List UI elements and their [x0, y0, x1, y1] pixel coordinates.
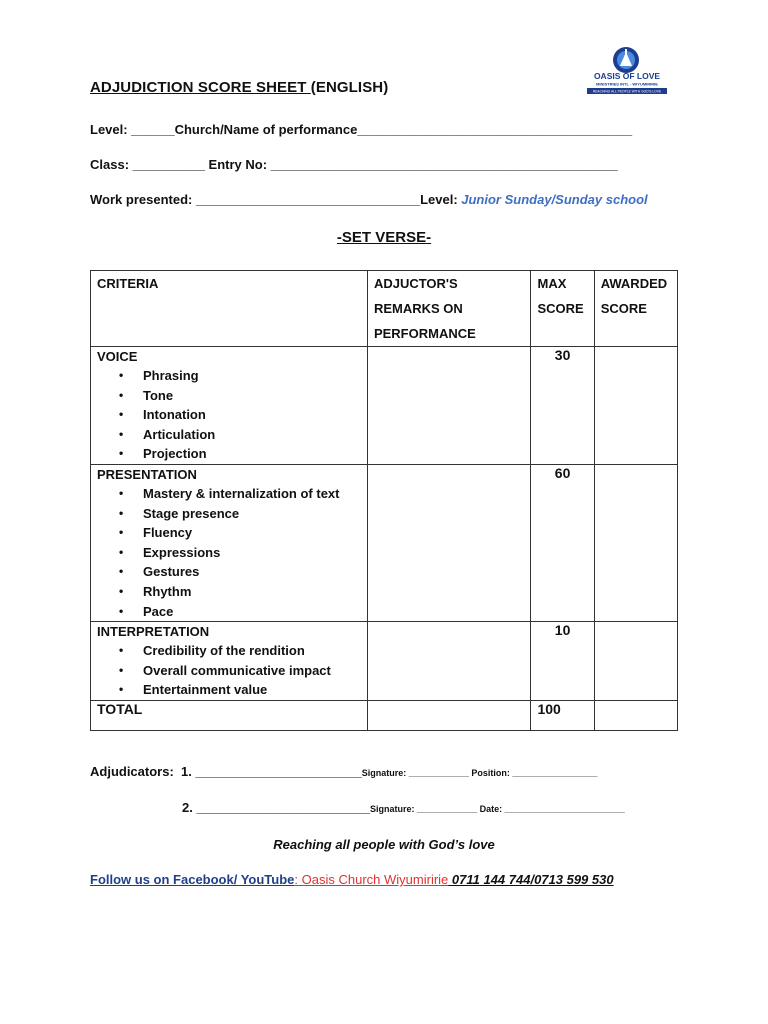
title-main: ADJUDICTION SCORE SHEET	[90, 79, 311, 96]
table-row-total	[91, 700, 678, 730]
remarks-cell[interactable]	[367, 622, 531, 701]
section-title: VOICE	[97, 349, 138, 364]
document-title	[90, 79, 388, 96]
set-verse-heading: -SET VERSE-	[336, 229, 432, 246]
class-entry-field: Class: __________ Entry No: ________________________________________________	[90, 157, 618, 172]
adjudicator-2-date: Date: ________________________	[479, 804, 625, 814]
work-presented-label: Work presented: _______________________________Level:	[90, 192, 462, 207]
criteria-item: • Credibility of the rendition	[143, 641, 361, 661]
logo-name: OASIS OF LOVE	[593, 71, 661, 81]
adjudicator-2-line	[182, 800, 625, 815]
work-level-value: Junior Sunday/Sunday school	[461, 192, 648, 207]
header-remarks: ADJUCTOR'S REMARKS ON PERFORMANCE	[367, 271, 531, 347]
header-awarded-score: AWARDED SCORE	[594, 271, 677, 347]
criteria-item: • Overall communicative impact	[143, 661, 361, 681]
table-row-presentation	[91, 464, 678, 621]
total-max-value: 100	[531, 700, 594, 730]
criteria-item: • Articulation	[143, 425, 361, 445]
logo-tagline: REACHING ALL PEOPLE WITH GOD'S LOVE	[592, 89, 662, 94]
awarded-score-cell[interactable]	[594, 347, 677, 465]
criteria-item: • Gestures	[143, 562, 361, 582]
phone-numbers: 0711 144 744/0713 599 530	[448, 872, 614, 887]
adjudicator-1-signature: Signature: ____________	[361, 768, 472, 778]
max-score-cell: 60	[531, 464, 594, 621]
table-row-interpretation	[91, 622, 678, 701]
oasis-of-love-logo	[586, 44, 668, 96]
criteria-cell	[91, 347, 368, 465]
title-language: (ENGLISH)	[310, 79, 389, 96]
adjudicator-1-name-field: _______________________	[195, 764, 362, 779]
total-label: TOTAL	[91, 700, 368, 730]
header-criteria: CRITERIA	[91, 271, 368, 347]
criteria-item: • Tone	[143, 386, 361, 406]
follow-colon: :	[294, 872, 299, 887]
remarks-cell[interactable]	[367, 464, 531, 621]
criteria-cell	[91, 464, 368, 621]
score-table	[90, 270, 678, 731]
criteria-item: • Intonation	[143, 405, 361, 425]
criteria-item: • Mastery & internalization of text	[143, 484, 361, 504]
criteria-item: • Stage presence	[143, 504, 361, 524]
criteria-item: • Entertainment value	[143, 680, 361, 700]
follow-label-link[interactable]: Follow us on Facebook/ YouTube	[90, 872, 295, 887]
awarded-score-cell[interactable]	[594, 622, 677, 701]
table-header-row	[91, 271, 678, 347]
header-max-score: MAX SCORE	[531, 271, 594, 347]
criteria-item: • Phrasing	[143, 366, 361, 386]
awarded-score-cell[interactable]	[594, 464, 677, 621]
adjudicator-2-signature: Signature: ____________	[370, 804, 480, 814]
church-name-link[interactable]: Oasis Church Wiyumiririe	[298, 872, 449, 887]
adjudicator-2-number: 2.	[182, 800, 193, 815]
social-follow-line	[90, 872, 614, 887]
level-church-field: Level: ______Church/Name of performance______________________________________	[90, 122, 633, 137]
work-presented-field	[90, 192, 648, 207]
remarks-cell[interactable]	[367, 347, 531, 465]
logo-sub: MINISTRIES INTL - WIYUMIRIRIE	[596, 81, 658, 87]
max-score-cell: 30	[531, 347, 594, 465]
adjudicator-1-line	[90, 764, 597, 779]
tagline: Reaching all people with God’s love	[273, 837, 495, 852]
criteria-item: • Rhythm	[143, 582, 361, 602]
adjudicator-2-name-field: ________________________	[196, 800, 370, 815]
criteria-item: • Pace	[143, 602, 361, 622]
section-title: INTERPRETATION	[97, 624, 210, 640]
criteria-item: • Expressions	[143, 543, 361, 563]
criteria-cell	[91, 622, 368, 701]
adjudicators-label: Adjudicators:	[90, 764, 174, 779]
total-awarded-cell[interactable]	[594, 700, 677, 730]
section-title: PRESENTATION	[97, 466, 197, 482]
adjudicator-1-position: Position: _________________	[471, 768, 598, 778]
total-remarks-cell[interactable]	[367, 700, 531, 730]
criteria-item: • Fluency	[143, 523, 361, 543]
table-row-voice	[91, 347, 678, 465]
max-score-cell: 10	[531, 622, 594, 701]
criteria-item: • Projection	[143, 444, 361, 464]
adjudicator-1-number: 1.	[181, 764, 192, 779]
